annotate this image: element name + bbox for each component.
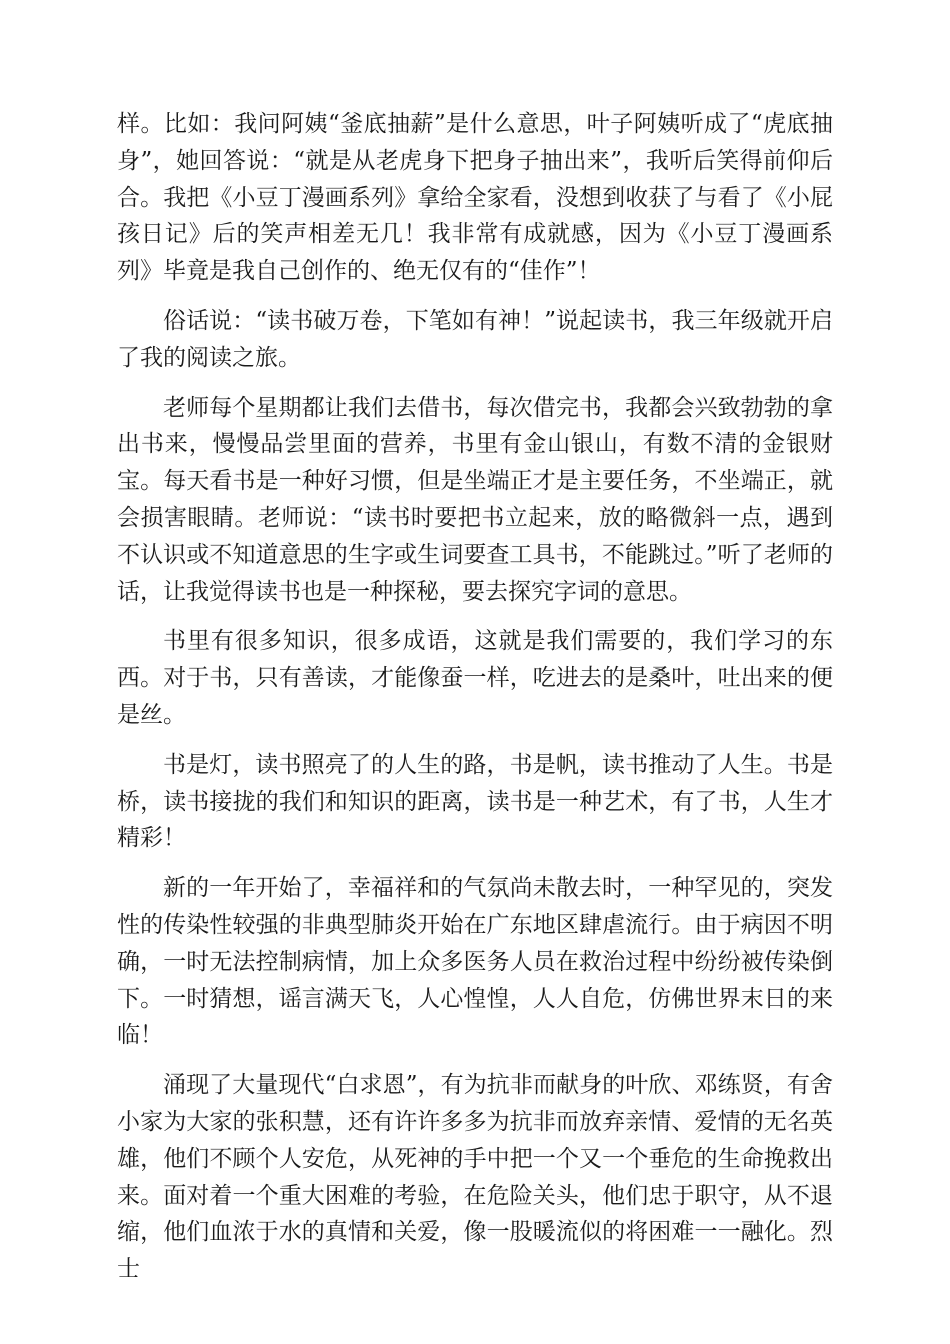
paragraph-3: 老师每个星期都让我们去借书，每次借完书，我都会兴致勃勃的拿出书来，慢慢品尝里面的营养，书里有金山银山，有数不清的金银财宝。每天看书是一种好习惯，但是坐端正才是主要任务，不坐端正，就会损害眼睛。老师说：“读书时要把书立起来，放的略微斜一点，遇到不认识或不知道意思的生字或生词要查工具书，不能跳过。”听了老师的话，让我觉得读书也是一种探秘，要去探究字词的意思。	[117, 394, 833, 605]
paragraph-5: 书是灯，读书照亮了的人生的路，书是帆，读书推动了人生。书是桥，读书接拢的我们和知识的距离，读书是一种艺术，有了书，人生才精彩！	[117, 751, 833, 852]
paragraph-4: 书里有很多知识，很多成语，这就是我们需要的，我们学习的东西。对于书，只有善读，才能像蚕一样，吃进去的是桑叶，吐出来的便是丝。	[117, 628, 833, 728]
paragraph-2: 俗话说：“读书破万卷，下笔如有神！”说起读书，我三年级就开启了我的阅读之旅。	[117, 307, 833, 371]
document-page	[117, 106, 833, 1301]
paragraph-7: 涌现了大量现代“白求恩”，有为抗非而献身的叶欣、邓练贤，有舍小家为大家的张积慧，还有许许多多为抗非而放弃亲情、爱情的无名英雄，他们不顾个人安危，从死神的手中把一个又一个垂危的生命挽救出来。面对着一个重大困难的考验，在危险关头，他们忠于职守，从不退缩，他们血浓于水的真情和关爱，像一股暖流似的将困难一一融化。烈士	[117, 1072, 833, 1283]
paragraph-6: 新的一年开始了，幸福祥和的气氛尚未散去时，一种罕见的，突发性的传染性较强的非典型肺炎开始在广东地区肆虐流行。由于病因不明确，一时无法控制病情，加上众多医务人员在救治过程中纷纷被传染倒下。一时猜想，谣言满天飞，人心惶惶，人人自危，仿佛世界末日的来临！	[117, 875, 833, 1049]
paragraph-1: 样。比如：我问阿姨“釜底抽薪”是什么意思，叶子阿姨听成了“虎底抽身”，她回答说：“就是从老虎身下把身子抽出来”，我听后笑得前仰后合。我把《小豆丁漫画系列》拿给全家看，没想到收获了与看了《小屁孩日记》后的笑声相差无几！我非常有成就感，因为《小豆丁漫画系列》毕竟是我自己创作的、绝无仅有的“佳作”！	[117, 111, 833, 285]
